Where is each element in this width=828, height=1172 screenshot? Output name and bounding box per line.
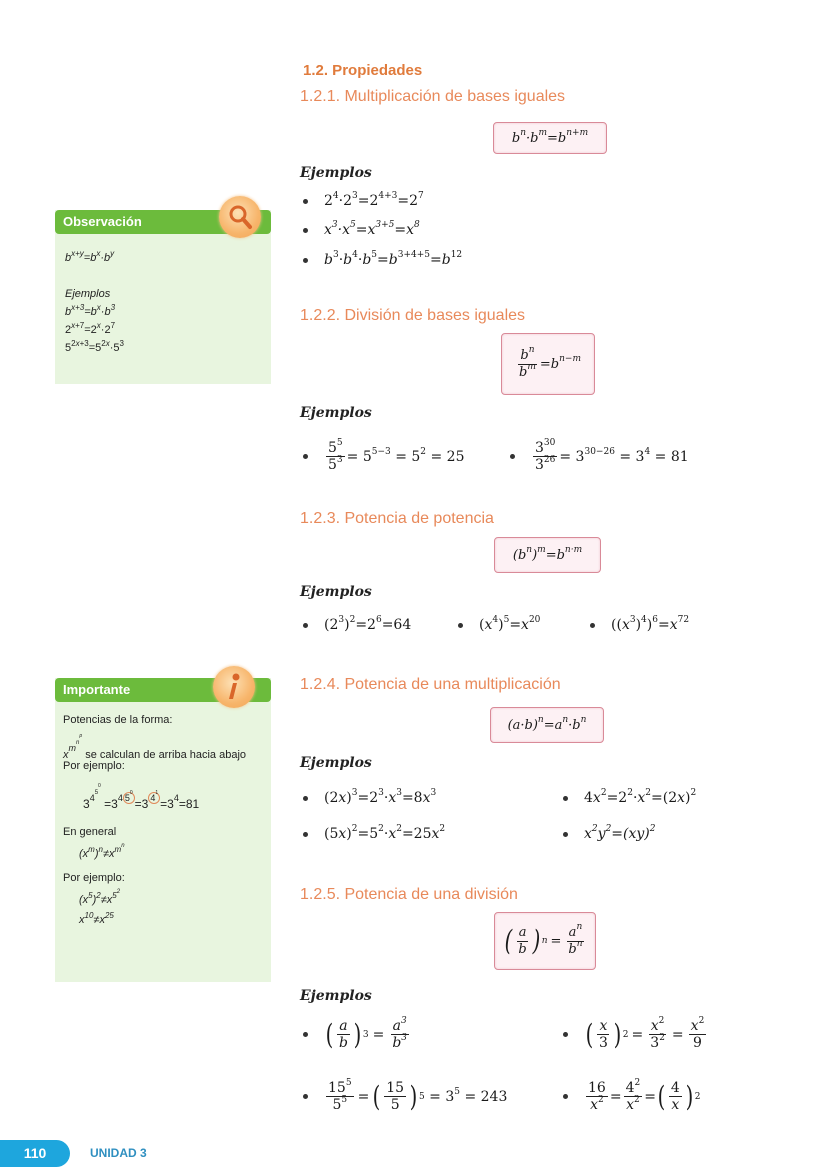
importante-general-label: En general <box>63 826 117 838</box>
bullet-icon <box>303 454 308 459</box>
bullet-icon <box>303 199 308 204</box>
example-item: $(2x)^3=2^3\cdot x^3=8x^3$ <box>303 790 436 806</box>
bullet-icon <box>303 228 308 233</box>
bullet-icon <box>303 258 308 263</box>
bullet-icon <box>563 1032 568 1037</box>
formula-box-power-of-product: $(a\cdot b)^n=a^n\cdot b^n$ <box>490 707 604 743</box>
example-item: ( $\frac{x}{3}$ ) 2 = $\frac{x^2}{3^2}$ = $\frac{x^2}{9}$ <box>563 1018 708 1051</box>
page-number: 110 <box>0 1140 70 1167</box>
example-item: $2^4\cdot 2^3=2^{4+3}=2^7$ <box>303 193 424 209</box>
importante-title: Importante <box>55 678 271 702</box>
observacion-box: Observación $b^{x+y}=b^x\cdot b^y$ Ejemplos $b^{x+3}=b^x\cdot b^3$ $2^{x+7}=2^x\cdot 2^7$ $5^{2x+3}=5^{2x}\cdot 5^3$ <box>55 210 271 384</box>
bullet-icon <box>303 1094 308 1099</box>
example-item: $(x^4)^5=x^{20}$ <box>458 617 540 633</box>
example-item: $\frac{3^{30}}{3^{26}}$ = $3^{30-26} = 3^4 = 81$ <box>510 440 689 473</box>
bullet-icon <box>563 1094 568 1099</box>
example-item: $b^3\cdot b^4\cdot b^5=b^{3+4+5}=b^{12}$ <box>303 252 462 268</box>
bullet-icon <box>590 623 595 628</box>
bullet-icon <box>563 796 568 801</box>
subsection-heading-2: 1.2.2. División de bases iguales <box>300 307 526 324</box>
example-item: ( $\frac{a}{b}$ ) 3 = $\frac{a^3}{b^3}$ <box>303 1018 411 1051</box>
subsection-heading-3: 1.2.3. Potencia de potencia <box>300 510 494 527</box>
formula-box-power-of-quotient: ( $\frac{a}{b}$ ) n = $\frac{a^n}{b^n}$ <box>494 912 596 970</box>
examples-label: Ejemplos <box>300 165 372 181</box>
observacion-examples-label: Ejemplos <box>65 288 111 300</box>
importante-box: Importante Potencias de la forma: $x^{m^{n^p}}$ se calculan de arriba hacia abajo Por ejemplo: $3^{4^{5^0}} =3^{4 5^0}=3$ $^{4^1}=3^4=81$ En general $(x^m)^n\ne x^{m^n}$ Por ejemplo: $(x^5)^2\ne x^{5^2}$ $x^{10}\ne x^{25}$ <box>55 678 271 982</box>
examples-label: Ejemplos <box>300 755 372 771</box>
observacion-title: Observación <box>55 210 271 234</box>
importante-line2: se calculan de arriba hacia abajo <box>85 749 247 761</box>
example-item: $(2^3)^2=2^6=64$ <box>303 617 411 633</box>
bullet-icon <box>458 623 463 628</box>
importante-line1: Potencias de la forma: <box>63 714 173 726</box>
formula-box-multiplication: $b^n\cdot b^m=b^{n+m}$ <box>493 122 607 154</box>
subsection-heading-4: 1.2.4. Potencia de una multiplicación <box>300 676 561 693</box>
example-item: $(5x)^2=5^2\cdot x^2=25x^2$ <box>303 826 445 842</box>
importante-example2-label: Por ejemplo: <box>63 872 125 884</box>
examples-label: Ejemplos <box>300 988 372 1004</box>
importante-example-label: Por ejemplo: <box>63 760 125 772</box>
unit-label: UNIDAD 3 <box>90 1146 147 1160</box>
formula-box-power-of-power: $(b^n)^m=b^{n\cdot m}$ <box>494 537 601 573</box>
example-item: $\frac{5^5}{5^3}$ = $5^{5-3} = 5^2 = 25$ <box>303 440 464 473</box>
subsection-heading-5: 1.2.5. Potencia de una división <box>300 886 518 903</box>
example-item: $4x^2=2^2\cdot x^2=(2x)^2$ <box>563 790 696 806</box>
examples-label: Ejemplos <box>300 405 372 421</box>
example-item: $((x^3)^4)^6=x^{72}$ <box>590 617 689 633</box>
example-item: $x^2y^2=(xy)^2$ <box>563 826 656 842</box>
example-item: $\frac{16}{x^2}$ = $\frac{4^2}{x^2}$ = ( $\frac{4}{x}$ ) 2 <box>563 1080 700 1113</box>
magnifier-icon <box>219 196 261 238</box>
bullet-icon <box>303 796 308 801</box>
formula-box-division: $\frac{b^n}{b^m}$ $=b^{n-m}$ <box>501 333 595 395</box>
info-icon <box>213 666 255 708</box>
section-title: 1.2. Propiedades <box>303 62 423 79</box>
examples-label: Ejemplos <box>300 584 372 600</box>
bullet-icon <box>303 623 308 628</box>
bullet-icon <box>563 832 568 837</box>
bullet-icon <box>510 454 515 459</box>
example-item: $\frac{15^5}{5^5}$ = ( $\frac{15}{5}$ ) 5 = $3^5 = 243$ <box>303 1080 507 1113</box>
example-item: $x^3\cdot x^5=x^{3+5}=x^8$ <box>303 222 420 238</box>
bullet-icon <box>303 832 308 837</box>
subsection-heading-1: 1.2.1. Multiplicación de bases iguales <box>300 88 566 105</box>
bullet-icon <box>303 1032 308 1037</box>
